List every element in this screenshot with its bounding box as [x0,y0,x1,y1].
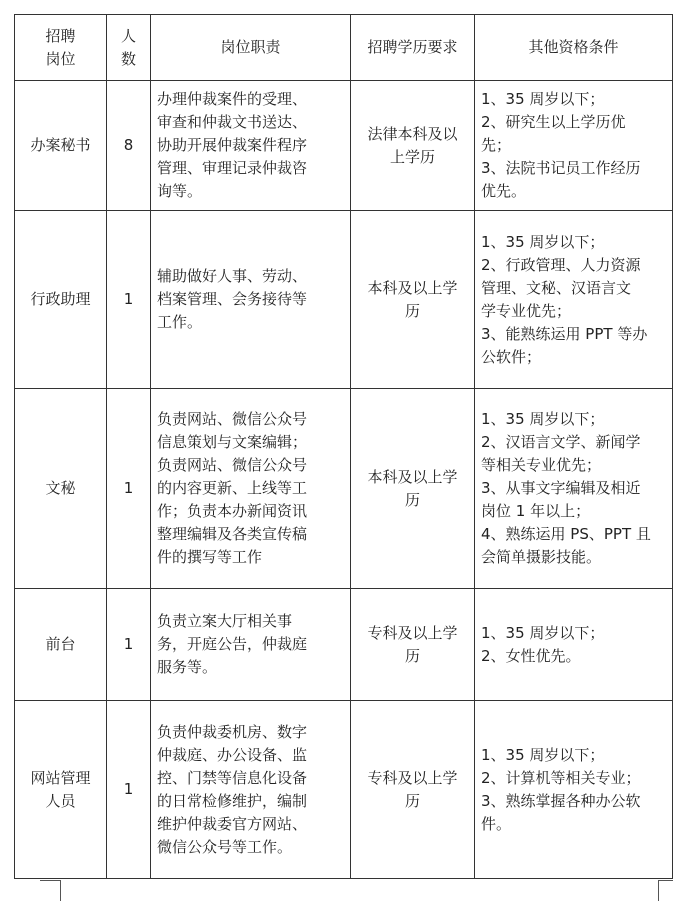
cell-education: 专科及以上学 历 [351,589,475,701]
cell-requirements: 1、35 周岁以下； 2、女性优先。 [475,589,673,701]
header-education: 招聘学历要求 [351,15,475,81]
cell-requirements: 1、35 周岁以下； 2、汉语言文学、新闻学 等相关专业优先； 3、从事文字编辑及相近 岗位 1 年以上； 4、熟练运用 PS、PPT 且 会简单摄影技能。 [475,389,673,589]
cell-education: 本科及以上学 历 [351,211,475,389]
cell-count: 8 [107,81,151,211]
cell-position: 行政助理 [15,211,107,389]
header-requirements: 其他资格条件 [475,15,673,81]
cell-position: 前台 [15,589,107,701]
cell-requirements: 1、35 周岁以下； 2、行政管理、人力资源 管理、文秘、汉语言文 学专业优先； 3、能熟练运用 PPT 等办 公软件； [475,211,673,389]
cell-position: 办案秘书 [15,81,107,211]
cell-position: 网站管理 人员 [15,701,107,879]
cell-education: 法律本科及以 上学历 [351,81,475,211]
cell-duties: 负责立案大厅相关事 务，开庭公告，仲裁庭 服务等。 [151,589,351,701]
cell-count: 1 [107,389,151,589]
cell-duties: 辅助做好人事、劳动、 档案管理、会务接待等 工作。 [151,211,351,389]
recruitment-table [14,14,673,879]
cell-position: 文秘 [15,389,107,589]
cell-count: 1 [107,211,151,389]
header-position: 招聘 岗位 [15,15,107,81]
cell-duties: 负责网站、微信公众号 信息策划与文案编辑； 负责网站、微信公众号 的内容更新、上线等工 作；负责本办新闻资讯 整理编辑及各类宣传稿 件的撰写等工作 [151,389,351,589]
table-row [15,81,673,211]
table-row [15,211,673,389]
cell-requirements: 1、35 周岁以下； 2、计算机等相关专业； 3、熟练掌握各种办公软 件。 [475,701,673,879]
table-row [15,389,673,589]
table-row [15,589,673,701]
cell-count: 1 [107,589,151,701]
cell-count: 1 [107,701,151,879]
page-corner-mark-left [40,880,61,901]
header-row [15,15,673,81]
cell-requirements: 1、35 周岁以下； 2、研究生以上学历优 先； 3、法院书记员工作经历 优先。 [475,81,673,211]
cell-duties: 办理仲裁案件的受理、 审查和仲裁文书送达、 协助开展仲裁案件程序 管理、审理记录仲裁咨 询等。 [151,81,351,211]
table-row [15,701,673,879]
header-duties: 岗位职责 [151,15,351,81]
cell-duties: 负责仲裁委机房、数字 仲裁庭、办公设备、监 控、门禁等信息化设备 的日常检修维护，编制 维护仲裁委官方网站、 微信公众号等工作。 [151,701,351,879]
page-corner-mark-right [658,880,673,901]
header-count: 人 数 [107,15,151,81]
cell-education: 专科及以上学 历 [351,701,475,879]
cell-education: 本科及以上学 历 [351,389,475,589]
